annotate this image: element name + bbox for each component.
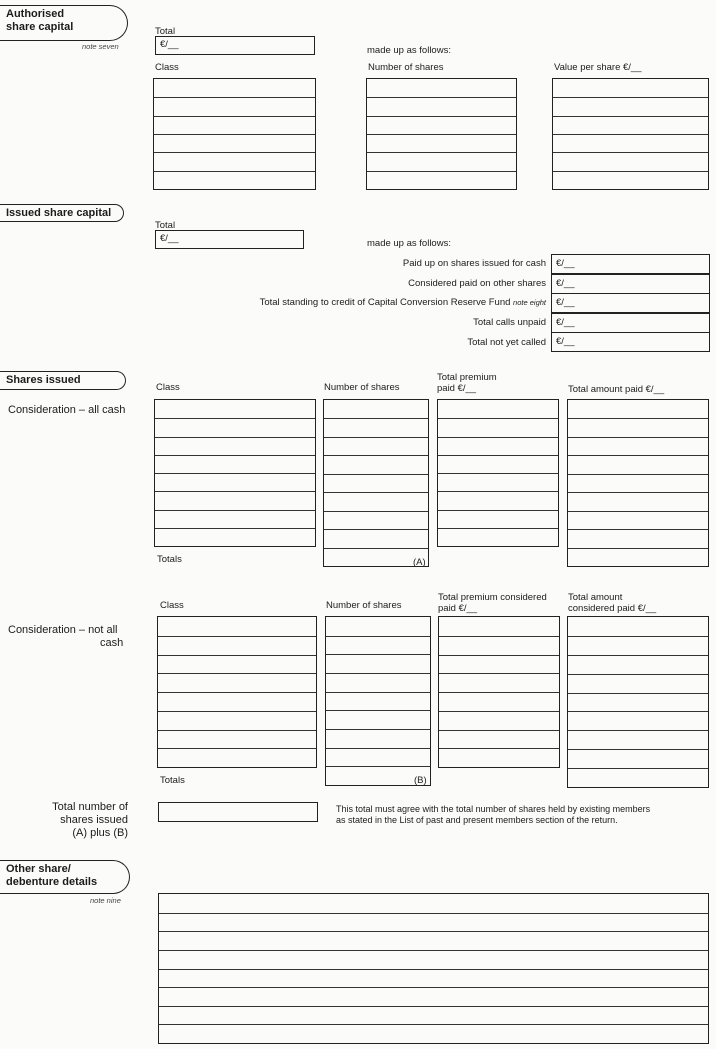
cash-consideration-label: Consideration – all cash (8, 404, 126, 416)
grid-row-line (439, 711, 559, 712)
issued-row-text: Considered paid on other shares (408, 278, 546, 289)
grid-row-line (367, 171, 516, 172)
grid-row-line (568, 511, 708, 512)
noncash-class-grid[interactable] (157, 616, 317, 768)
noncash-col-amount-line1: Total amount (568, 592, 623, 603)
grid-row-line (553, 152, 708, 153)
issued-row-field-2[interactable]: €/__ (551, 293, 710, 313)
grid-row-line (326, 654, 430, 655)
grid-row-line (324, 492, 428, 493)
grid-row-line (324, 511, 428, 512)
grid-row-line (155, 528, 315, 529)
issued-row-field-4[interactable]: €/__ (551, 332, 710, 352)
noncash-amount-grid[interactable] (567, 616, 709, 788)
authorised-total-label: Total (155, 26, 176, 37)
grid-row-line (324, 529, 428, 530)
other-tab-line1: Other share/ (6, 863, 71, 875)
noncash-label-line1: Consideration – not all (8, 624, 118, 636)
grid-row-line (367, 152, 516, 153)
noncash-marker-b: (B) (414, 775, 427, 786)
grid-row-line (324, 418, 428, 419)
grid-row-line (324, 455, 428, 456)
authorised-col-class: Class (155, 62, 179, 73)
authorised-number-grid[interactable] (366, 78, 517, 190)
grid-row-line (568, 437, 708, 438)
cash-col-number: Number of shares (324, 382, 400, 393)
shares-issued-section-tab: Shares issued (0, 371, 126, 390)
grid-row-line (159, 931, 708, 932)
noncash-col-class: Class (160, 600, 184, 611)
authorised-col-number: Number of shares (368, 62, 444, 73)
grid-row-line (568, 492, 708, 493)
issued-row-text: Total not yet called (467, 337, 546, 348)
grid-row-line (568, 768, 708, 769)
noncash-number-grid[interactable] (325, 616, 431, 786)
grid-row-line (155, 510, 315, 511)
grid-row-line (568, 693, 708, 694)
grid-row-line (568, 655, 708, 656)
grid-row-line (326, 748, 430, 749)
noncash-col-number: Number of shares (326, 600, 402, 611)
cash-totals-label: Totals (157, 554, 182, 565)
noncash-premium-grid[interactable] (438, 616, 560, 768)
grid-row-line (438, 418, 558, 419)
noncash-totals-label: Totals (160, 775, 185, 786)
issued-row-label-2 (0, 297, 546, 308)
total-shares-line2: shares issued (60, 814, 128, 826)
grid-row-line (158, 636, 316, 637)
total-shares-instruction (336, 804, 712, 826)
authorised-value-grid[interactable] (552, 78, 709, 190)
grid-row-line (154, 171, 315, 172)
cash-amount-grid[interactable] (567, 399, 709, 567)
grid-row-line (438, 473, 558, 474)
cash-class-grid[interactable] (154, 399, 316, 547)
other-details-grid[interactable] (158, 893, 709, 1044)
grid-row-line (326, 766, 430, 767)
authorised-section-tab (0, 5, 128, 41)
total-shares-instruction-line1: This total must agree with the total number of shares held by existing members (336, 804, 651, 814)
cash-col-amount: Total amount paid €/__ (568, 384, 665, 395)
noncash-col-amount (568, 592, 708, 614)
grid-row-line (568, 418, 708, 419)
grid-row-line (326, 673, 430, 674)
other-details-section-tab (0, 860, 130, 894)
authorised-made-up-label: made up as follows: (367, 45, 451, 56)
grid-row-line (155, 455, 315, 456)
noncash-col-amount-line2: considered paid €/__ (568, 603, 657, 614)
grid-row-line (158, 711, 316, 712)
total-shares-line3: (A) plus (B) (72, 827, 128, 839)
grid-row-line (568, 711, 708, 712)
grid-row-line (568, 636, 708, 637)
grid-row-line (154, 152, 315, 153)
noncash-col-premium (438, 592, 568, 614)
grid-row-line (326, 692, 430, 693)
grid-row-line (155, 418, 315, 419)
grid-row-line (439, 748, 559, 749)
authorised-col-value: Value per share €/__ (554, 62, 642, 73)
grid-row-line (159, 913, 708, 914)
issued-row-field-3[interactable]: €/__ (551, 313, 710, 333)
grid-row-line (367, 97, 516, 98)
grid-row-line (439, 692, 559, 693)
grid-row-line (568, 474, 708, 475)
grid-row-line (568, 730, 708, 731)
grid-row-line (159, 1006, 708, 1007)
grid-row-line (439, 655, 559, 656)
noncash-col-premium-line2: paid €/__ (438, 603, 478, 614)
other-note: note nine (90, 896, 121, 905)
cash-marker-a: (A) (413, 557, 426, 568)
other-tab-line2: debenture details (6, 876, 98, 888)
grid-row-line (158, 748, 316, 749)
grid-row-line (553, 116, 708, 117)
grid-row-line (154, 116, 315, 117)
issued-row-field-0[interactable]: €/__ (551, 254, 710, 274)
grid-row-line (154, 97, 315, 98)
authorised-class-grid[interactable] (153, 78, 316, 190)
cash-premium-grid[interactable] (437, 399, 559, 547)
grid-row-line (159, 1024, 708, 1025)
grid-row-line (159, 950, 708, 951)
grid-row-line (367, 116, 516, 117)
authorised-tab-line1: Authorised (6, 8, 65, 20)
cash-col-premium (437, 372, 557, 394)
grid-row-line (439, 730, 559, 731)
total-shares-line1: Total number of (52, 801, 128, 813)
grid-row-line (154, 134, 315, 135)
cash-number-grid[interactable] (323, 399, 429, 567)
grid-row-line (158, 692, 316, 693)
grid-row-line (439, 636, 559, 637)
grid-row-line (553, 134, 708, 135)
grid-row-line (438, 528, 558, 529)
grid-row-line (439, 673, 559, 674)
grid-row-line (568, 674, 708, 675)
note-eight: note eight (513, 298, 546, 307)
issued-row-field-1[interactable]: €/__ (551, 274, 710, 294)
total-shares-field[interactable] (158, 802, 318, 822)
grid-row-line (438, 437, 558, 438)
authorised-tab-line2: share capital (6, 21, 74, 33)
grid-row-line (553, 97, 708, 98)
issued-made-up-label: made up as follows: (367, 238, 451, 249)
issued-row-text: Total standing to credit of Capital Conversion Reserve Fund (259, 297, 511, 308)
total-shares-instruction-line2: as stated in the List of past and present members section of the return. (336, 815, 618, 825)
grid-row-line (159, 969, 708, 970)
grid-row-line (324, 548, 428, 549)
grid-row-line (155, 491, 315, 492)
grid-row-line (438, 510, 558, 511)
authorised-total-field[interactable]: €/__ (155, 36, 315, 55)
issued-total-field[interactable]: €/__ (155, 230, 304, 249)
grid-row-line (326, 729, 430, 730)
grid-row-line (155, 437, 315, 438)
total-shares-label (0, 801, 128, 840)
grid-row-line (158, 655, 316, 656)
grid-row-line (326, 636, 430, 637)
cash-col-class: Class (156, 382, 180, 393)
grid-row-line (568, 548, 708, 549)
grid-row-line (326, 710, 430, 711)
authorised-note: note seven (82, 42, 119, 51)
issued-row-label-0 (0, 258, 546, 269)
issued-row-label-4 (0, 337, 546, 348)
grid-row-line (324, 437, 428, 438)
grid-row-line (158, 730, 316, 731)
grid-row-line (568, 749, 708, 750)
grid-row-line (155, 473, 315, 474)
grid-row-line (438, 491, 558, 492)
grid-row-line (568, 529, 708, 530)
noncash-consideration-label (8, 624, 123, 650)
grid-row-line (568, 455, 708, 456)
issued-row-text: Paid up on shares issued for cash (402, 258, 546, 269)
grid-row-line (158, 673, 316, 674)
noncash-label-line2: cash (100, 637, 124, 649)
grid-row-line (367, 134, 516, 135)
cash-col-premium-line2: paid €/__ (437, 383, 477, 394)
issued-row-label-3 (0, 317, 546, 328)
grid-row-line (159, 987, 708, 988)
issued-section-tab: Issued share capital (0, 204, 124, 222)
issued-row-label-1 (0, 278, 546, 289)
grid-row-line (438, 455, 558, 456)
grid-row-line (553, 171, 708, 172)
issued-row-text: Total calls unpaid (473, 317, 546, 328)
noncash-col-premium-line1: Total premium considered (438, 592, 547, 603)
issued-total-label: Total (155, 220, 176, 231)
cash-col-premium-line1: Total premium (437, 372, 497, 383)
grid-row-line (324, 474, 428, 475)
